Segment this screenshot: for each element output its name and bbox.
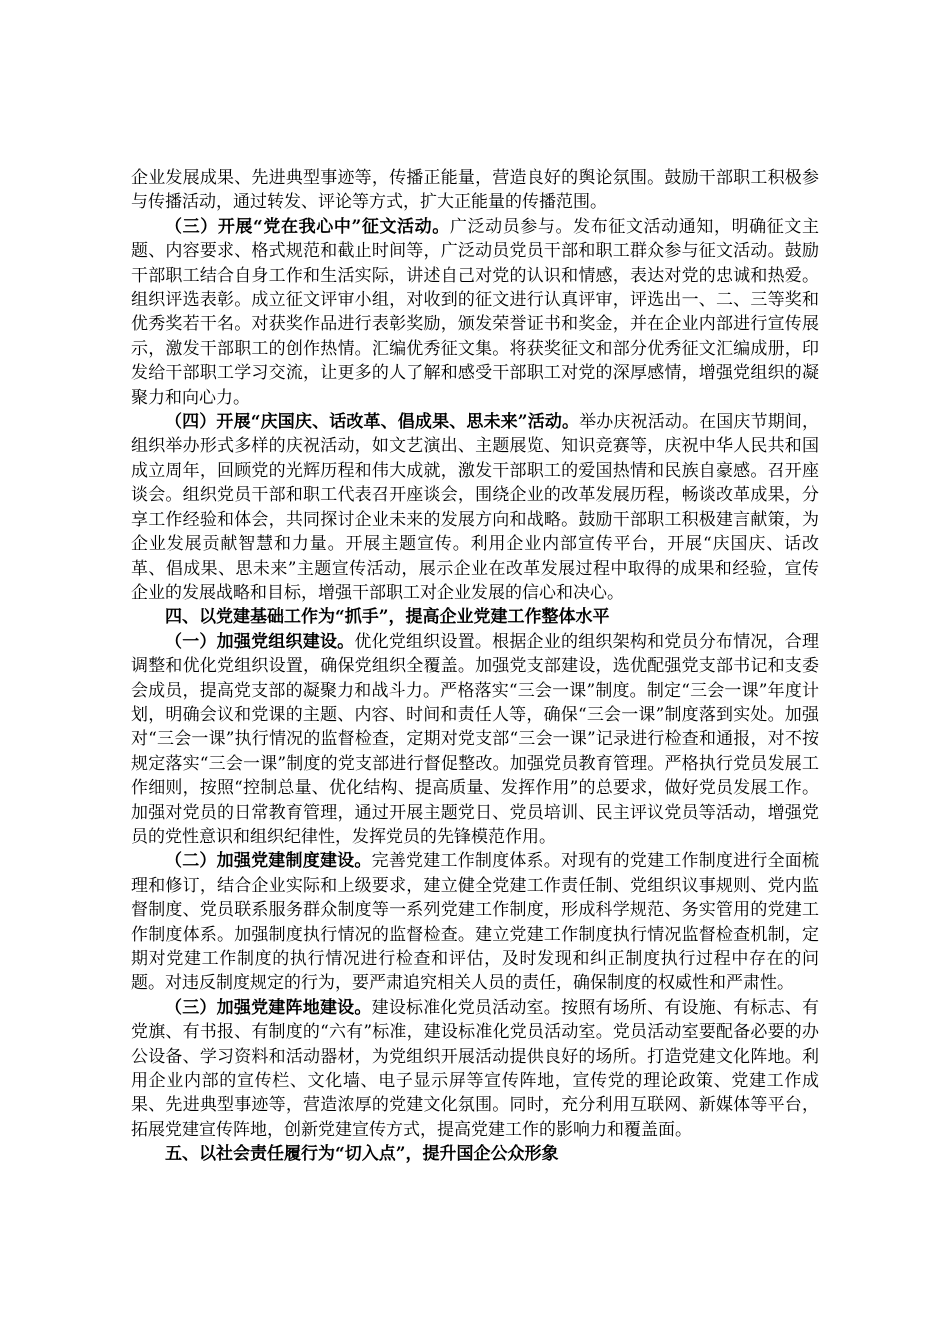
paragraph-lead: （二）加强党建制度建设。	[165, 851, 372, 872]
section-heading-text: 四、以党建基础工作为“抓手”，提高企业党建工作整体水平	[165, 607, 610, 628]
paragraph-body: 完善党建工作制度体系。对现有的党建工作制度进行全面梳理和修订，结合企业实际和上级要求，建立健全党建工作责任制、党组织议事规则、党内监督制度、党员联系服务群众制度等一系列党建工作制度，形成科学规范、务实管用的党建工作制度体系。加强制度执行情况的监督检查。建立党建工作制度执行情况监督检查机制，定期对党建工作制度的执行情况进行检查和评估，及时发现和纠正制度执行过程中存在的问题。对违反制度规定的行为，要严肃追究相关人员的责任，确保制度的权威性和严肃性。	[131, 851, 820, 994]
paragraph-party-system	[131, 849, 819, 995]
paragraph-body: 举办庆祝活动。在国庆节期间，组织举办形式多样的庆祝活动，如文艺演出、主题展览、知识竞赛等，庆祝中华人民共和国成立周年，回顾党的光辉历程和伟大成就，激发干部职工的爱国热情和民族自豪感。召开座谈会。组织党员干部和职工代表召开座谈会，围绕企业的改革发展历程，畅谈改革成果，分享工作经验和体会，共同探讨企业未来的发展方向和战略。鼓励干部职工积极建言献策，为企业发展贡献智慧和力量。开展主题宣传。利用企业内部宣传平台，开展“庆国庆、话改革、倡成果、思未来”主题宣传活动，展示企业在改革发展过程中取得的成果和经验，宣传企业的发展战略和目标，增强干部职工对企业发展的信心和决心。	[131, 412, 820, 603]
paragraph-body: 建设标准化党员活动室。按照有场所、有设施、有标志、有党旗、有书报、有制度的“六有”标准，建设标准化党员活动室。党员活动室要配备必要的办公设备、学习资料和活动器材，为党组织开展活动提供良好的场所。打造党建文化阵地。利用企业内部的宣传栏、文化墙、电子显示屏等宣传阵地，宣传党的理论政策、党建工作成果、先进典型事迹等，营造浓厚的党建文化氛围。同时，充分利用互联网、新媒体等平台，拓展党建宣传阵地，创新党建宣传方式，提高党建工作的影响力和覆盖面。	[131, 997, 820, 1140]
section-heading-five	[131, 1142, 819, 1166]
paragraph-body: 优化党组织设置。根据企业的组织架构和党员分布情况，合理调整和优化党组织设置，确保党组织全覆盖。加强党支部建设，选优配强党支部书记和支委会成员，提高党支部的凝聚力和战斗力。严格落实“三会一课”制度。制定“三会一课”年度计划，明确会议和党课的主题、内容、时间和责任人等，确保“三会一课”制度落到实处。加强对“三会一课”执行情况的监督检查，定期对党支部“三会一课”记录进行检查和通报，对不按规定落实“三会一课”制度的党支部进行督促整改。加强党员教育管理。严格执行党员发展工作细则，按照“控制总量、优化结构、提高质量、发挥作用”的总要求，做好党员发展工作。加强对党员的日常教育管理，通过开展主题党日、党员培训、民主评议党员等活动，增强党员的党性意识和组织纪律性，发挥党员的先锋模范作用。	[131, 631, 820, 847]
paragraph-party-organization	[131, 630, 819, 850]
paragraph-party-venue	[131, 996, 819, 1142]
paragraph-lead: （一）加强党组织建设。	[165, 631, 355, 652]
paragraph-propagation-continued	[131, 166, 819, 215]
section-heading-text: 五、以社会责任履行为“切入点”，提升国企公众形象	[165, 1144, 559, 1165]
section-heading-four	[131, 605, 819, 629]
paragraph-body: 企业发展成果、先进典型事迹等，传播正能量，营造良好的舆论氛围。鼓励干部职工积极参与传播活动，通过转发、评论等方式，扩大正能量的传播范围。	[131, 168, 819, 213]
paragraph-lead: （三）开展“党在我心中”征文活动。	[165, 216, 450, 237]
paragraph-lead: （四）开展“庆国庆、话改革、倡成果、思未来”活动。	[165, 412, 580, 433]
document-page	[131, 166, 819, 1167]
paragraph-lead: （三）加强党建阵地建设。	[165, 997, 372, 1018]
paragraph-national-day-activity	[131, 410, 819, 605]
paragraph-body: 广泛动员参与。发布征文活动通知，明确征文主题、内容要求、格式规范和截止时间等，广泛动员党员干部和职工群众参与征文活动。鼓励干部职工结合自身工作和生活实际，讲述自己对党的认识和情感，表达对党的忠诚和热爱。组织评选表彰。成立征文评审小组，对收到的征文进行认真评审，评选出一、二、三等奖和优秀奖若干名。对获奖作品进行表彰奖励，颁发荣誉证书和奖金，并在企业内部进行宣传展示，激发干部职工的创作热情。汇编优秀征文集。将获奖征文和部分优秀征文汇编成册，印发给干部职工学习交流，让更多的人了解和感受干部职工对党的深厚感情，增强党组织的凝聚力和向心力。	[131, 216, 820, 408]
paragraph-essay-activity	[131, 215, 819, 410]
